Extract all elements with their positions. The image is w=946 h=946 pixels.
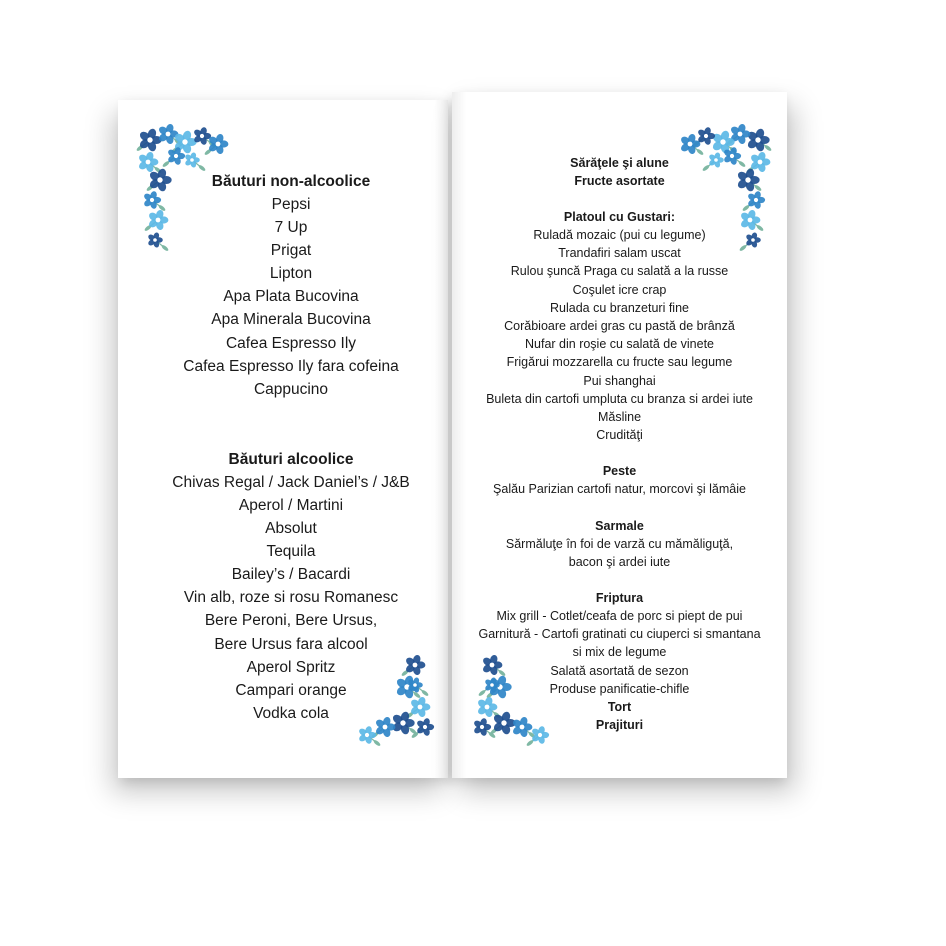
menu-item: Trandafiri salam uscat [558,246,681,261]
drink-item: Tequila [266,543,316,561]
menu-item: si mix de legume [572,645,667,660]
menu-item: Sărmăluţe în foi de varză cu mămăliguţă, [505,536,734,551]
drink-item: Lipton [269,265,313,283]
menu-item: Buleta din cartofi umpluta cu branza si ardei iute [486,391,753,406]
menu-item: Măsline [597,410,642,425]
drink-item: 7 Up [274,219,308,237]
drink-item: Cafea Espresso Ily fara cofeina [183,357,399,375]
drink-item: Absolut [265,520,317,538]
intro-line: Fructe asortate [574,174,665,188]
drink-item: Bere Ursus fara alcool [214,635,368,653]
menu-item: Garnitură - Cartofi gratinati cu ciuperci si smantana [478,627,761,642]
menu-item: Coşulet icre crap [572,282,667,297]
drink-item: Aperol Spritz [246,658,336,676]
drink-item: Campari orange [235,681,347,699]
drink-item: Bere Peroni, Bere Ursus, [204,612,378,630]
peste-heading: Peste [602,464,637,479]
menu-item: Mix grill - Cotlet/ceafa de porc si piept de pui [496,609,743,624]
left-page-text [118,170,464,725]
intro-line: Sărăţele şi alune [570,156,669,170]
menu-item: bacon şi ardei iute [568,554,671,569]
menu-item: Rulada cu branzeturi fine [550,300,689,315]
menu-item: Pui shanghai [583,373,656,388]
menu-item: Şalău Parizian cartofi natur, morcovi şi lămâie [493,482,746,497]
alcoholic-heading: Băuturi alcoolice [228,450,354,468]
menu-item: Nufar din roşie cu salată de vinete [525,337,714,352]
drink-item: Apa Plata Bucovina [223,288,359,306]
drink-item: Apa Minerala Bucovina [211,311,371,329]
non-alcoholic-heading: Băuturi non-alcoolice [211,173,371,190]
menu-item: Ruladă mozaic (pui cu legume) [533,228,706,242]
platou-heading: Platoul cu Gustari: [563,210,676,224]
drink-item: Bailey’s / Bacardi [231,566,351,584]
dessert-line: Tort [607,700,632,715]
menu-item: Produse panificatie-chifle [549,681,690,696]
sarmale-heading: Sarmale [595,518,644,533]
drink-item: Vin alb, roze si rosu Romanesc [183,589,399,607]
menu-item: Crudităţi [596,428,643,443]
drink-item: Prigat [270,242,312,260]
menu-item: Frigărui mozzarella cu fructe sau legume [506,355,733,370]
right-page-text [452,154,787,734]
drink-item: Pepsi [271,196,311,213]
dessert-line: Prajituri [595,718,644,733]
drink-item: Vodka cola [253,704,329,722]
menu-item: Corăbioare ardei gras cu pastă de brânză [504,319,735,334]
drink-item: Cafea Espresso Ily [225,334,357,352]
drink-item: Aperol / Martini [238,496,344,514]
friptura-heading: Friptura [595,591,644,606]
drink-item: Chivas Regal / Jack Daniel’s / J&B [172,473,410,491]
drink-item: Cappucino [253,380,329,398]
menu-item: Rulou şuncă Praga cu salată a la russe [510,264,729,279]
menu-item: Salată asortată de sezon [550,663,689,678]
